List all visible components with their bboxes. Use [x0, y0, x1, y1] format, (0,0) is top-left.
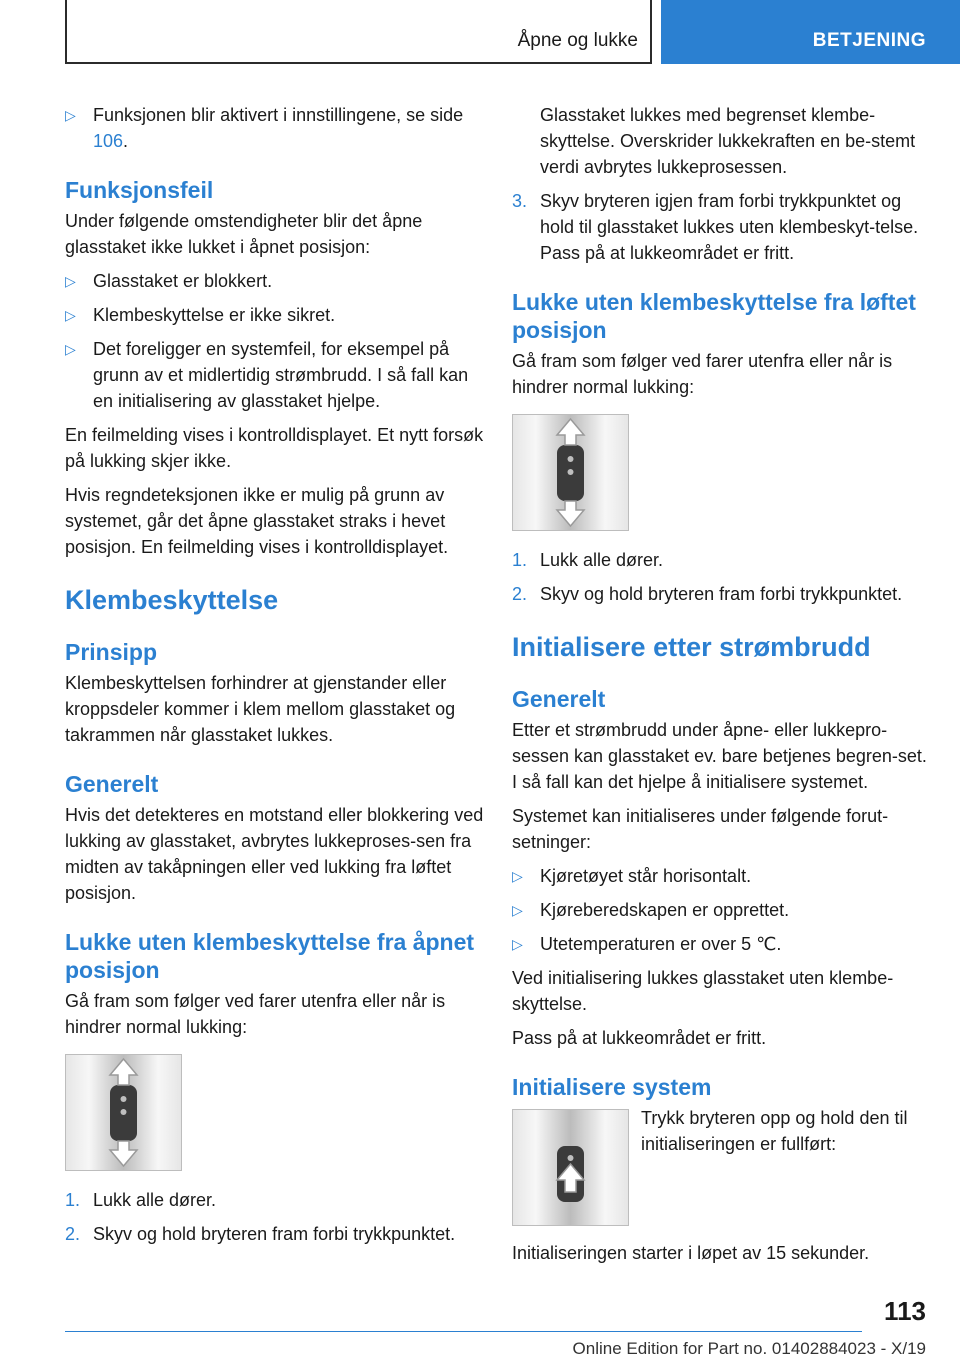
bullet-item: ▷ Kjøretøyet står horisontalt.	[512, 863, 932, 889]
paragraph: Ved initialisering lukkes glasstaket uten klembe-skyttelse.	[512, 968, 894, 1014]
switch-up-illustration	[512, 1109, 629, 1226]
heading-generelt: Generelt	[65, 771, 159, 797]
numbered-step: 1. Lukk alle dører.	[65, 1190, 217, 1210]
heading-initialisere: Initialisere etter strømbrudd	[512, 632, 871, 662]
numbered-step: 1. Lukk alle dører.	[512, 550, 664, 570]
paragraph: Glasstaket lukkes med begrenset klembe-skyttelse. Overskrider lukkekraften en be-stemt verdi avbrytes lukkeprosessen.	[540, 105, 916, 177]
switch-illustration	[512, 414, 629, 531]
switch-illustration	[65, 1054, 182, 1171]
paragraph: Trykk bryteren opp og hold den til initialiseringen er fullført:	[641, 1108, 908, 1154]
paragraph: Pass på at lukkeområdet er fritt.	[512, 1028, 767, 1048]
triangle-bullet-icon: ▷	[65, 273, 76, 289]
numbered-step: 3. Skyv bryteren igjen fram forbi trykkpunktet og hold til glasstaket lukkes uten klembeskyt-telse. Pass på at lukkeområdet er fritt.	[512, 191, 919, 263]
bullet-item: ▷ Klembeskyttelse er ikke sikret.	[65, 302, 485, 328]
footer-edition: Online Edition for Part no. 01402884023 - X/19	[572, 1339, 926, 1358]
header-section-tab	[661, 0, 960, 64]
paragraph: Gå fram som følger ved farer utenfra eller når is hindrer normal lukking:	[512, 351, 893, 397]
triangle-bullet-icon: ▷	[512, 936, 523, 952]
heading-generelt: Generelt	[512, 686, 606, 712]
heading-lukke-loftet: Lukke uten klembeskyttelse fra løftet posisjon	[512, 289, 916, 343]
triangle-bullet-icon: ▷	[512, 868, 523, 884]
page-link[interactable]: 106	[93, 131, 124, 151]
paragraph: Hvis det detekteres en motstand eller blokkering ved lukking av glasstaket, avbrytes lukkeproses-sen fra midten av takåpningen eller ved lukking fra løftet posisjon.	[65, 805, 484, 903]
paragraph: Gå fram som følger ved farer utenfra eller når is hindrer normal lukking:	[65, 991, 446, 1037]
bullet-item: ▷ Kjøreberedskapen er opprettet.	[512, 897, 932, 923]
triangle-bullet-icon: ▷	[512, 902, 523, 918]
triangle-bullet-icon: ▷	[65, 341, 76, 357]
heading-initialisere-system: Initialisere system	[512, 1074, 712, 1100]
header-title-box	[65, 0, 652, 64]
page-header	[65, 0, 960, 64]
numbered-step: 2. Skyv og hold bryteren fram forbi trykkpunktet.	[65, 1224, 456, 1244]
bullet-item: ▷ Funksjonen blir aktivert i innstillingene, se side 106.	[65, 102, 485, 154]
left-column	[65, 102, 485, 1255]
paragraph: Hvis regndeteksjonen ikke er mulig på grunn av systemet, går det åpne glasstaket straks i hevet posisjon. En feilmelding vises i kontrolldisplayet.	[65, 485, 449, 557]
paragraph: Under følgende omstendigheter blir det åpne glasstaket ikke lukket i åpnet posisjon:	[65, 211, 423, 257]
footer-divider	[65, 1331, 862, 1332]
paragraph: Systemet kan initialiseres under følgende forut-setninger:	[512, 806, 889, 852]
heading-funksjonsfeil: Funksjonsfeil	[65, 177, 214, 203]
heading-lukke-apnet: Lukke uten klembeskyttelse fra åpnet posisjon	[65, 929, 475, 983]
paragraph: Initialiseringen starter i løpet av 15 sekunder.	[512, 1243, 870, 1263]
page-number: 113	[884, 1296, 926, 1326]
bullet-item: ▷ Det foreligger en systemfeil, for eksempel på grunn av et midlertidig strømbrudd. I så fall kan en initialisering av glasstaket hjelpe.	[65, 336, 485, 414]
chapter-title: Åpne og lukke	[517, 30, 638, 51]
paragraph: En feilmelding vises i kontrolldisplayet. Et nytt forsøk på lukking skjer ikke.	[65, 425, 484, 471]
heading-prinsipp: Prinsipp	[65, 639, 158, 665]
section-title: BETJENING	[812, 30, 926, 51]
paragraph: Etter et strømbrudd under åpne- eller lukkepro-sessen kan glasstaket ev. bare betjenes begren-set. I så fall kan det hjelpe å initialisere systemet.	[512, 720, 927, 792]
init-row	[512, 1105, 932, 1226]
right-column	[512, 102, 932, 1274]
numbered-step: 2. Skyv og hold bryteren fram forbi trykkpunktet.	[512, 584, 903, 604]
bullet-item: ▷ Glasstaket er blokkert.	[65, 268, 485, 294]
triangle-bullet-icon: ▷	[65, 307, 76, 323]
triangle-bullet-icon: ▷	[65, 107, 76, 123]
paragraph: Klembeskyttelsen forhindrer at gjenstander eller kroppsdeler kommer i klem mellom glasstaket og takrammen når glasstaket lukkes.	[65, 673, 456, 745]
bullet-item: ▷ Utetemperaturen er over 5 ℃.	[512, 931, 932, 957]
heading-klembeskyttelse: Klembeskyttelse	[65, 585, 279, 615]
